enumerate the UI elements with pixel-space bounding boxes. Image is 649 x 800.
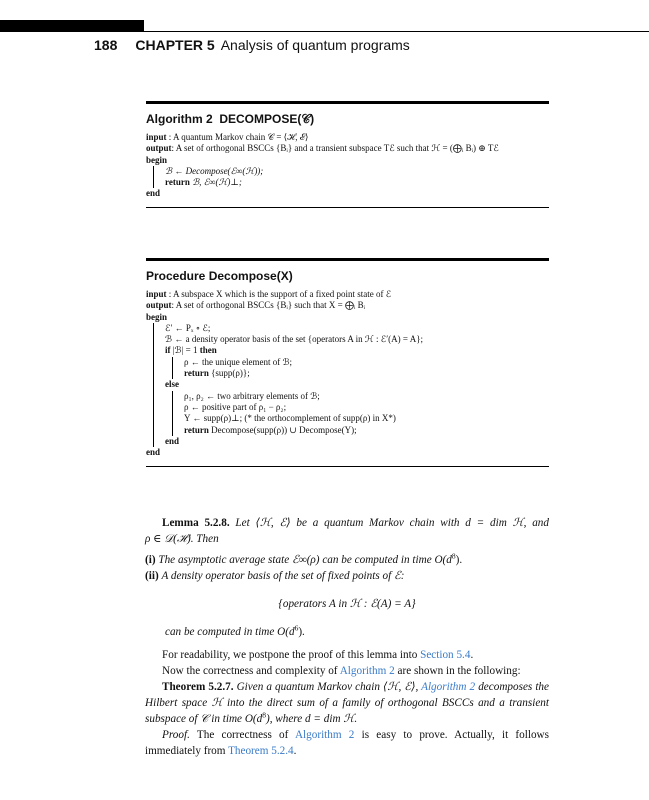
- procedure-box: [146, 258, 549, 467]
- lemma-label: Lemma 5.2.8.: [162, 517, 230, 529]
- else-block: [172, 391, 549, 436]
- paragraph-1: [145, 647, 566, 663]
- lemma-line-2: ρ ∈ 𝒟(ℋ). Then: [145, 533, 219, 545]
- return-text: {supp(ρ)};: [208, 368, 250, 379]
- lemma-text-1: Let ⟨ℋ, ℰ⟩ be a quantum Markov chain with d = dim ℋ, and: [235, 517, 549, 529]
- output-keyword: output: [146, 143, 172, 154]
- algorithm-line-1: ℬ ← Decompose(ℰ∞(ℋ));: [165, 165, 264, 176]
- if-condition: |ℬ| = 1: [170, 345, 200, 356]
- lemma-statement: [145, 515, 549, 547]
- procedure-bottom-rule: [146, 466, 549, 467]
- lemma-display-equation: {operators A in ℋ : ℰ(A) = A}: [278, 598, 416, 610]
- algorithm-return: [165, 177, 549, 188]
- else-return: [184, 425, 549, 436]
- proof-text-2: is easy to prove. Actually, it follows immediately from: [145, 729, 549, 757]
- output-keyword: output: [146, 300, 172, 311]
- lemma-item-1: [145, 552, 549, 568]
- algorithm-name: DECOMPOSE(𝒞): [219, 112, 315, 126]
- procedure-output: [146, 300, 549, 311]
- lemma-item-1-text: The asymptotic average state ℰ∞(ρ) can be computed in time O(d: [158, 554, 452, 566]
- theorem-algorithm-2-link[interactable]: Algorithm 2: [421, 681, 476, 693]
- procedure-title: Procedure Decompose(X): [146, 269, 293, 283]
- paragraph-1-end: .: [470, 649, 474, 661]
- else-line-3: Y ← supp(ρ)⊥; (* the orthocomplement of supp(ρ) in X*): [184, 413, 396, 424]
- return-text: Decompose(supp(ρ)) ∪ Decompose(Y);: [208, 424, 357, 435]
- procedure-line-1: ℰ′ ← Pₓ ∘ ℰ;: [165, 322, 211, 333]
- input-text: : A subspace X which is the support of a fixed point state of ℰ: [168, 289, 392, 299]
- lemma-tail-exponent: 6: [294, 623, 299, 633]
- proof: [145, 727, 549, 759]
- return-keyword: return: [184, 424, 209, 435]
- lemma-item-1-label: (i): [145, 554, 156, 566]
- lemma-tail-text: can be computed in time O(d: [165, 626, 295, 638]
- theorem-exponent: 8: [262, 710, 266, 720]
- procedure-block: [153, 323, 549, 447]
- lemma-item-2: [145, 568, 549, 584]
- output-text: : A set of orthogonal BSCCs {Bᵢ} and a transient subspace Tℰ such that ℋ = (⨁ᵢ Bᵢ) ⊕ Tℰ: [171, 143, 499, 154]
- procedure-top-rule: [146, 258, 549, 261]
- header-rule: [144, 31, 649, 32]
- chapter-label: CHAPTER 5: [135, 37, 215, 53]
- theorem-text-1: Given a quantum Markov chain ⟨ℋ, ℰ⟩,: [233, 681, 422, 693]
- theorem-text-3: ), where d = dim ℋ.: [265, 713, 358, 725]
- proof-text-1: The correctness of: [189, 729, 295, 741]
- paragraph-1-text: For readability, we postpone the proof of this lemma into: [162, 649, 421, 661]
- theorem-5-2-7: [145, 679, 549, 727]
- header-bar: [0, 20, 144, 32]
- if-line: [165, 345, 549, 356]
- return-keyword: return: [184, 368, 209, 379]
- proof-text-3: .: [293, 745, 297, 757]
- input-text: : A quantum Markov chain 𝒞 = ⟨ℋ, ℰ⟩: [168, 132, 309, 142]
- lemma-tail: [145, 624, 569, 640]
- return-keyword: return: [165, 177, 190, 188]
- running-header: [94, 37, 410, 53]
- lemma-item-1-tail: ).: [455, 554, 463, 566]
- then-block: [172, 357, 549, 380]
- chapter-title: Analysis of quantum programs: [220, 37, 410, 53]
- algorithm-input: [146, 132, 549, 143]
- begin-keyword: begin: [146, 154, 168, 165]
- if-keyword: if: [165, 345, 171, 356]
- algorithm-label: Algorithm 2: [146, 112, 213, 126]
- then-line-1: ρ ← the unique element of ℬ;: [184, 356, 293, 367]
- procedure-line-2: ℬ ← a density operator basis of the set {operators A in ℋ : ℰ′(A) = A};: [165, 334, 424, 345]
- algorithm-2-box: [146, 101, 549, 208]
- lemma-item-2-text: A density operator basis of the set of fixed points of ℰ:: [161, 570, 405, 582]
- theorem-5-2-4-link[interactable]: Theorem 5.2.4: [228, 745, 294, 757]
- page-number: 188: [94, 37, 118, 53]
- section-5-4-link[interactable]: Section 5.4: [420, 649, 471, 661]
- lemma-item-1-exponent: 8: [451, 551, 456, 561]
- algorithm-output: [146, 143, 549, 154]
- algorithm-block: [153, 166, 549, 189]
- return-text: ℬ, ℰ∞(ℋ)⊥;: [189, 177, 242, 188]
- algorithm-top-rule: [146, 101, 549, 104]
- theorem-label: Theorem 5.2.7.: [162, 681, 234, 693]
- end-keyword: end: [146, 188, 161, 199]
- algorithm-title: [146, 112, 549, 127]
- lemma-line-1: [145, 515, 549, 531]
- paragraph-2-end: are shown in the following:: [394, 665, 521, 677]
- else-line-2: ρ ← positive part of ρ₁ − ρ₂;: [184, 401, 287, 412]
- algorithm-body: [146, 132, 549, 200]
- input-keyword: input: [146, 289, 167, 299]
- begin-keyword: begin: [146, 311, 168, 322]
- then-keyword: then: [199, 345, 217, 356]
- algorithm-2-link[interactable]: Algorithm 2: [339, 665, 395, 677]
- proof-algorithm-2-link[interactable]: Algorithm 2: [294, 729, 355, 741]
- algorithm-bottom-rule: [146, 207, 549, 208]
- paragraph-2: [145, 663, 566, 679]
- procedure-body: [146, 289, 549, 458]
- output-text: : A set of orthogonal BSCCs {Bᵢ} such that X = ⨁ᵢ Bᵢ: [171, 300, 366, 311]
- else-line-1: ρ₁, ρ₂ ← two arbitrary elements of ℬ;: [184, 390, 320, 401]
- lemma-tail-end: ).: [298, 626, 305, 638]
- then-return: [184, 368, 549, 379]
- theorem-text-2: decomposes the Hilbert space ℋ into the direct sum of a family of orthogonal BSCCs and a transient subspace of 𝒞 in time O(d: [145, 681, 549, 725]
- else-keyword: else: [165, 379, 179, 390]
- lemma-item-2-label: (ii): [145, 570, 159, 582]
- paragraph-2-text: Now the correctness and complexity of: [162, 665, 340, 677]
- procedure-input: [146, 289, 549, 300]
- end-keyword: end: [146, 447, 161, 458]
- end-inner-keyword: end: [165, 435, 180, 446]
- input-keyword: input: [146, 132, 167, 142]
- proof-label: Proof.: [162, 729, 190, 741]
